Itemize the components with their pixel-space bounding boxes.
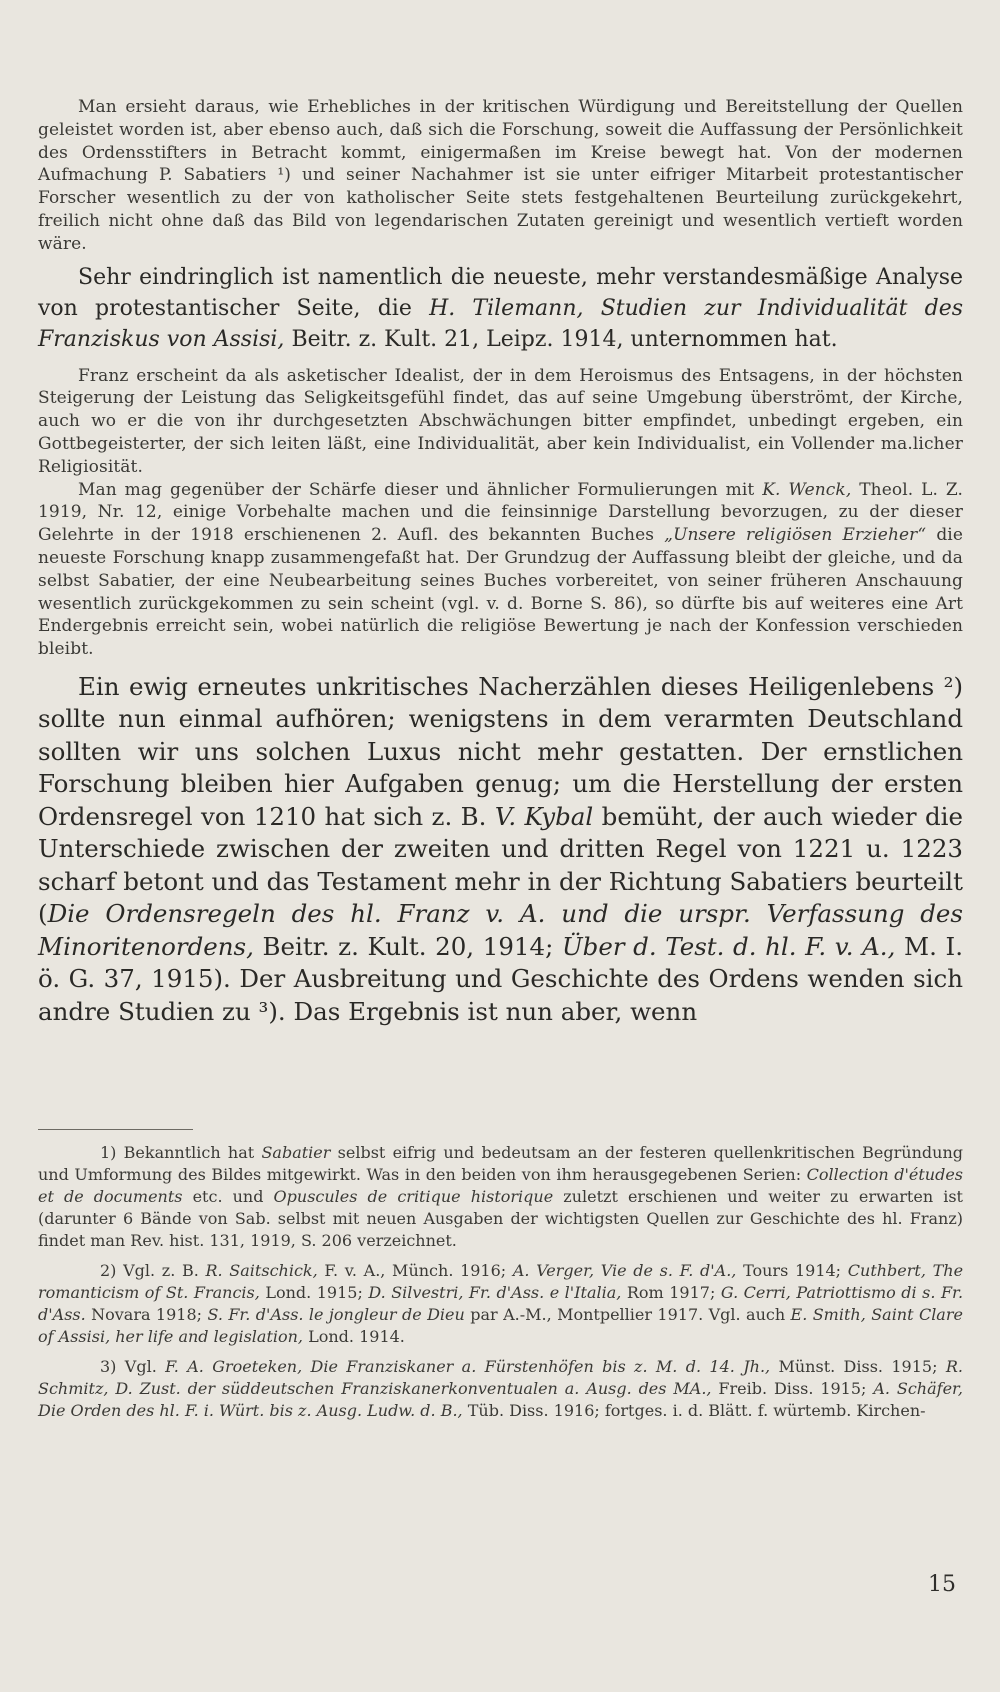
large-paragraph bbox=[38, 671, 963, 1029]
lp-part-2: bemüht, der auch wieder die Unterschiede zwischen der zweiten und dritten Regel von 1221 u. 1223 scharf betont und das Testament mehr in der Richtung Sabatiers beurteilt ( bbox=[38, 801, 963, 929]
body-text bbox=[38, 96, 963, 1028]
fn1-text-b: selbst eifrig und bedeutsam an der festeren quellenkritischen Begründung und Umformung des Bildes mitgewirkt. Was in den beiden von ihm herausgegebenen Serien: bbox=[38, 1143, 963, 1184]
lp-part-1: Ein ewig erneutes unkritisches Nacherzählen dieses Heiligenlebens ²) sollte nun einmal aufhören; wenigstens in dem verarmten Deutschland sollten wir uns solchen Luxus nicht mehr gestatten. Der ernstlichen Forschung bleiben hier Aufgaben genug; um die Herstellung der ersten Ordensregel von 1210 hat sich z. B. bbox=[38, 671, 963, 831]
p3-part-3: die neueste Forschung knapp zusammengefaßt hat. Der Grundzug der Auffassung bleibt der gleiche, und da selbst Sabatier, der eine Neubearbeitung seines Buches vorbereitet, von seiner früheren Anschauung wesentlich zurückgekommen zu sein scheint (vgl. v. d. Borne S. 86), so dürfte bis auf weiteres eine Art Endergebnis erreicht sein, wobei natürlich die religiöse Bewertung je nach der Konfession verschieden bleibt. bbox=[38, 525, 963, 660]
fn1-collection: Collection d'études et de documents bbox=[38, 1165, 964, 1206]
insert-paragraph bbox=[38, 262, 963, 355]
lp-part-4: M. I. ö. G. 37, 1915). Der Ausbreitung und Geschichte des Ordens wenden sich andre Studien zu ³). Das Ergebnis ist nun aber, wenn bbox=[38, 931, 964, 1026]
fn3-text-c: Freib. Diss. 1915; bbox=[718, 1379, 867, 1398]
fn2-text-e: Rom 1917; bbox=[626, 1283, 716, 1302]
fn2-text-c: Tours 1914; bbox=[743, 1261, 842, 1280]
fn1-text-a: 1) Bekanntlich hat bbox=[100, 1143, 255, 1162]
fn2-verger: A. Verger, Vie de s. F. d'A., bbox=[512, 1261, 737, 1280]
fn1-text-c: etc. und bbox=[192, 1187, 264, 1206]
fn3-text-a: 3) Vgl. bbox=[100, 1357, 157, 1376]
footnote-2 bbox=[38, 1260, 963, 1348]
fn2-cerri: G. Cerri, Patriottismo di s. Fr. d'Ass. bbox=[38, 1283, 964, 1324]
insert-reference: H. Tilemann, Studien zur Individualität des Franziskus von Assisi, bbox=[38, 295, 964, 352]
page-number: 15 bbox=[928, 1572, 956, 1597]
fn1-text-d: zuletzt erschienen und weiter zu erwarten ist (darunter 6 Bände von Sab. selbst mit neuen Ausgaben der wichtigsten Quellen zur Geschichte des hl. Franz) findet man Rev. hist. 131, 1919, S. 206 verzeichnet. bbox=[38, 1187, 963, 1250]
ordensregeln-reference: Die Ordensregeln des hl. Franz v. A. und die urspr. Verfassung des Minoritenordens, bbox=[38, 899, 963, 961]
fn1-opuscules: Opuscules de critique historique bbox=[273, 1187, 554, 1206]
lp-part-3: Beitr. z. Kult. 20, 1914; bbox=[262, 931, 554, 961]
footnote-3 bbox=[38, 1356, 963, 1422]
fn3-text-d: Tüb. Diss. 1916; fortges. i. d. Blätt. f. würtemb. Kirchen- bbox=[467, 1401, 926, 1420]
testament-reference: Über d. Test. d. hl. F. v. A., bbox=[561, 931, 896, 961]
fn2-smith: E. Smith, Saint Clare of Assisi, her life and legislation, bbox=[38, 1305, 963, 1346]
fn2-cuthbert: Cuthbert, The romanticism of St. Francis, bbox=[38, 1261, 964, 1302]
fn2-text-a: 2) Vgl. z. B. bbox=[100, 1261, 199, 1280]
fn2-text-f: Novara 1918; bbox=[91, 1305, 203, 1324]
fn2-silvestri: D. Silvestri, Fr. d'Ass. e l'Italia, bbox=[368, 1283, 622, 1302]
footnotes bbox=[38, 1142, 963, 1422]
fn3-schaefer: A. Schäfer, Die Orden des hl. F. i. Würt. bis z. Ausg. Ludw. d. B., bbox=[38, 1379, 964, 1420]
insert-lead: Sehr eindringlich ist namentlich die neueste, mehr verstandesmäßige Analyse von protestantischer Seite, die bbox=[38, 264, 963, 321]
footnote-rule bbox=[38, 1129, 193, 1130]
wenck-reference: K. Wenck, bbox=[762, 479, 852, 500]
paragraph-3 bbox=[38, 479, 963, 661]
fn3-text-b: Münst. Diss. 1915; bbox=[778, 1357, 938, 1376]
fn2-saitschick: R. Saitschick, bbox=[205, 1261, 318, 1280]
kybal-reference: V. Kybal bbox=[494, 801, 594, 831]
fn2-text-h: Lond. 1914. bbox=[308, 1327, 405, 1346]
p3-part-1: Man mag gegenüber der Schärfe dieser und ähnlicher Formulierungen mit bbox=[78, 479, 755, 500]
p3-part-2: Theol. L. Z. 1919, Nr. 12, einige Vorbehalte machen und die feinsinnige Darstellung bevorzugen, zu der dieser Gelehrte in der 1918 erschienenen 2. Aufl. des bekannten Buches bbox=[38, 479, 964, 546]
fn2-jongleur: S. Fr. d'Ass. le jongleur de Dieu bbox=[207, 1305, 465, 1324]
fn2-text-d: Lond. 1915; bbox=[265, 1283, 363, 1302]
fn2-text-g: par A.-M., Montpellier 1917. Vgl. auch bbox=[470, 1305, 786, 1324]
insert-tail: Beitr. z. Kult. 21, Leipz. 1914, unternommen hat. bbox=[291, 326, 838, 352]
footnote-1 bbox=[38, 1142, 963, 1252]
paragraph-2: Franz erscheint da als asketischer Idealist, der in dem Heroismus des Entsagens, in der höchsten Steigerung der Leistung das Seligkeitsgefühl findet, das auf seine Umgebung überströmt, der Kirche, auch wo er die von ihr durchgesetzten Abschwächungen bitter empfindet, unbedingt ergeben, ein Gottbegeisterter, der sich leiten läßt, eine Individualität, aber kein Individualist, ein Vollender ma.licher Religiosität. bbox=[38, 365, 963, 477]
fn3-schmitz: R. Schmitz, D. Zust. der süddeutschen Franziskanerkonventualen a. Ausg. des MA., bbox=[38, 1357, 963, 1398]
fn2-text-b: F. v. A., Münch. 1916; bbox=[324, 1261, 507, 1280]
fn3-groeteken: F. A. Groeteken, Die Franziskaner a. Fürstenhöfen bis z. M. d. 14. Jh., bbox=[165, 1357, 771, 1376]
paragraph-1: Man ersieht daraus, wie Erhebliches in der kritischen Würdigung und Bereitstellung der Quellen geleistet worden ist, aber ebenso auch, daß sich die Forschung, soweit die Auffassung der Persönlichkeit des Ordensstifters in Betracht kommt, einigermaßen im Kreise bewegt hat. Von der modernen Aufmachung P. Sabatiers ¹) und seiner Nachahmer ist sie unter eifriger Mitarbeit protestantischer Forscher wesentlich zu der von katholischer Seite stets festgehaltenen Beurteilung zurückgekehrt, freilich nicht ohne daß das Bild von legendarischen Zutaten gereinigt und wesentlich vertieft worden wäre. bbox=[38, 97, 963, 254]
book-title: „Unsere religiösen Erzieher“ bbox=[664, 525, 927, 546]
fn1-sabatier: Sabatier bbox=[261, 1143, 331, 1162]
